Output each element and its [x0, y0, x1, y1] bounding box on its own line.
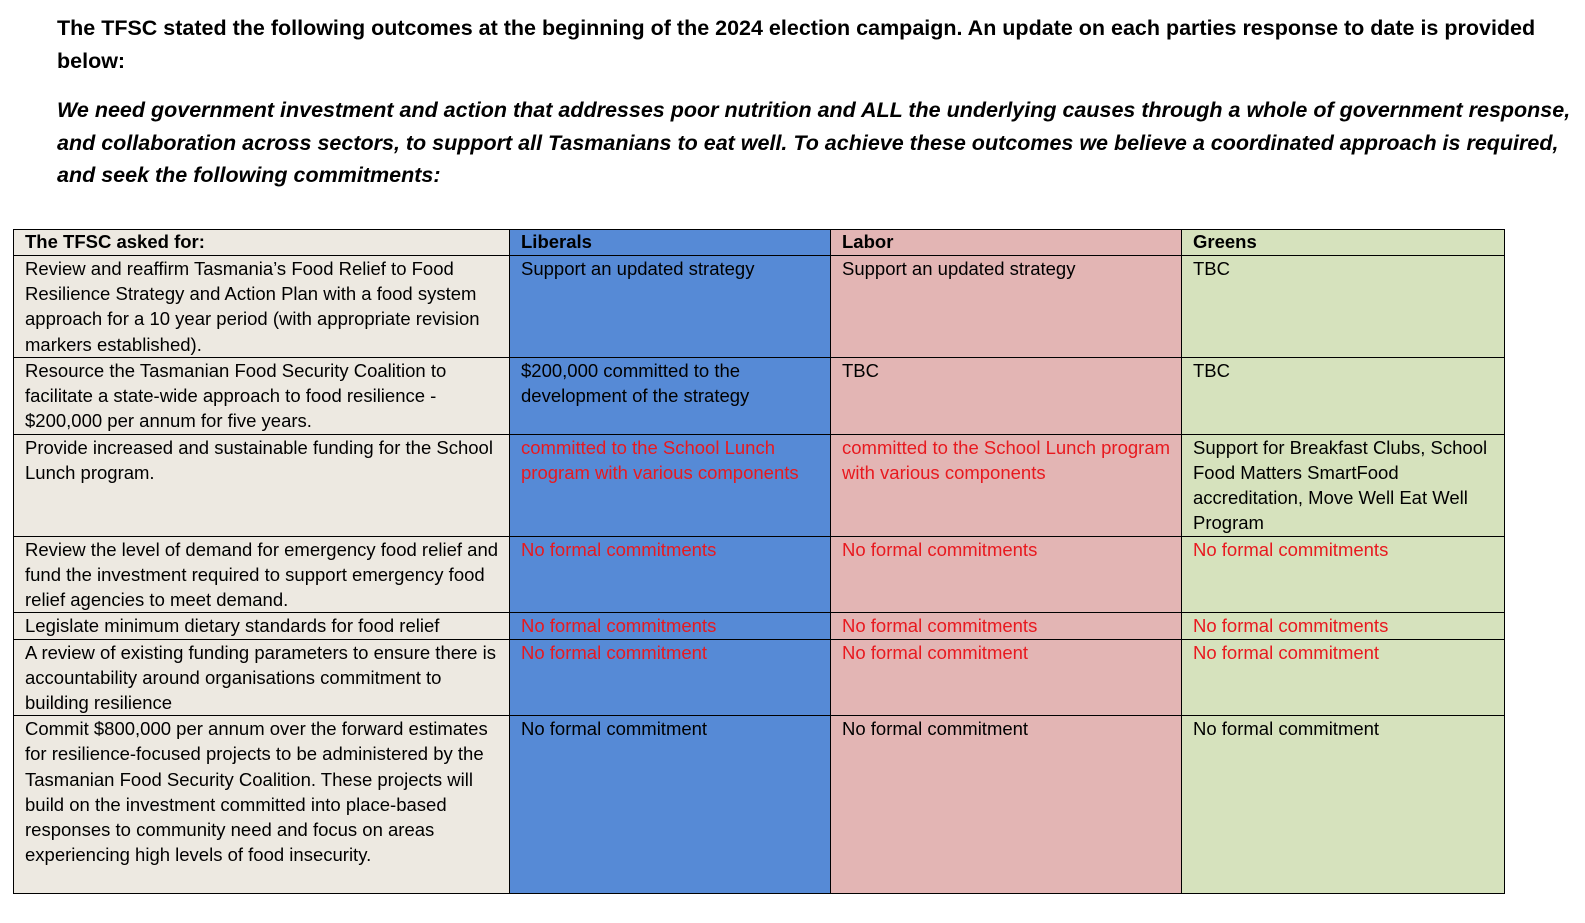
cell-liberals: No formal commitments: [510, 613, 831, 639]
table-row: [14, 434, 1505, 536]
cell-greens: TBC: [1182, 357, 1505, 434]
cell-greens: TBC: [1182, 256, 1505, 358]
cell-labor: TBC: [831, 357, 1182, 434]
cell-asked: A review of existing funding parameters to ensure there is accountability around organisations commitment to building resilience: [14, 639, 510, 716]
cell-asked: Provide increased and sustainable funding for the School Lunch program.: [14, 434, 510, 536]
cell-labor: No formal commitments: [831, 613, 1182, 639]
cell-greens: No formal commitments: [1182, 613, 1505, 639]
intro-paragraph: The TFSC stated the following outcomes at the beginning of the 2024 election campaign. An update on each parties response to date is provided below:: [57, 16, 1536, 73]
table-row: [14, 256, 1505, 358]
cell-asked: Legislate minimum dietary standards for food relief: [14, 613, 510, 639]
lead-statement: We need government investment and action that addresses poor nutrition and ALL the underlying causes through a whole of government response, and collaboration across sectors, to support all Tasmanians to eat well. To achieve these outcomes we believe a coordinated approach is required, and seek the following commitments:: [57, 98, 1571, 187]
cell-labor: No formal commitments: [831, 536, 1182, 613]
cell-greens: No formal commitment: [1182, 639, 1505, 716]
header-liberals: Liberals: [510, 230, 831, 256]
header-labor: Labor: [831, 230, 1182, 256]
table-header-row: [14, 230, 1505, 256]
cell-liberals: $200,000 committed to the development of the strategy: [510, 357, 831, 434]
cell-asked: Review the level of demand for emergency food relief and fund the investment required to support emergency food relief agencies to meet demand.: [14, 536, 510, 613]
cell-labor: No formal commitment: [831, 716, 1182, 894]
commitments-table: [13, 229, 1505, 894]
cell-labor: committed to the School Lunch program with various components: [831, 434, 1182, 536]
cell-liberals: committed to the School Lunch program with various components: [510, 434, 831, 536]
cell-liberals: Support an updated strategy: [510, 256, 831, 358]
cell-labor: No formal commitment: [831, 639, 1182, 716]
header-asked: The TFSC asked for:: [14, 230, 510, 256]
cell-greens: No formal commitments: [1182, 536, 1505, 613]
cell-liberals: No formal commitment: [510, 639, 831, 716]
cell-asked: Resource the Tasmanian Food Security Coalition to facilitate a state-wide approach to food resilience - $200,000 per annum for five years.: [14, 357, 510, 434]
cell-greens: Support for Breakfast Clubs, School Food Matters SmartFood accreditation, Move Well Eat Well Program: [1182, 434, 1505, 536]
cell-liberals: No formal commitment: [510, 716, 831, 894]
cell-liberals: No formal commitments: [510, 536, 831, 613]
table-row: [14, 357, 1505, 434]
table-row: [14, 716, 1505, 894]
header-greens: Greens: [1182, 230, 1505, 256]
table-row: [14, 536, 1505, 613]
table-row: [14, 639, 1505, 716]
table-row: [14, 613, 1505, 639]
cell-greens: No formal commitment: [1182, 716, 1505, 894]
cell-asked: Review and reaffirm Tasmania’s Food Relief to Food Resilience Strategy and Action Plan with a food system approach for a 10 year period (with appropriate revision markers established).: [14, 256, 510, 358]
cell-asked: Commit $800,000 per annum over the forward estimates for resilience-focused projects to be administered by the Tasmanian Food Security Coalition. These projects will build on the investment committed into place-based responses to community need and focus on areas experiencing high levels of food insecurity.: [14, 716, 510, 894]
cell-labor: Support an updated strategy: [831, 256, 1182, 358]
